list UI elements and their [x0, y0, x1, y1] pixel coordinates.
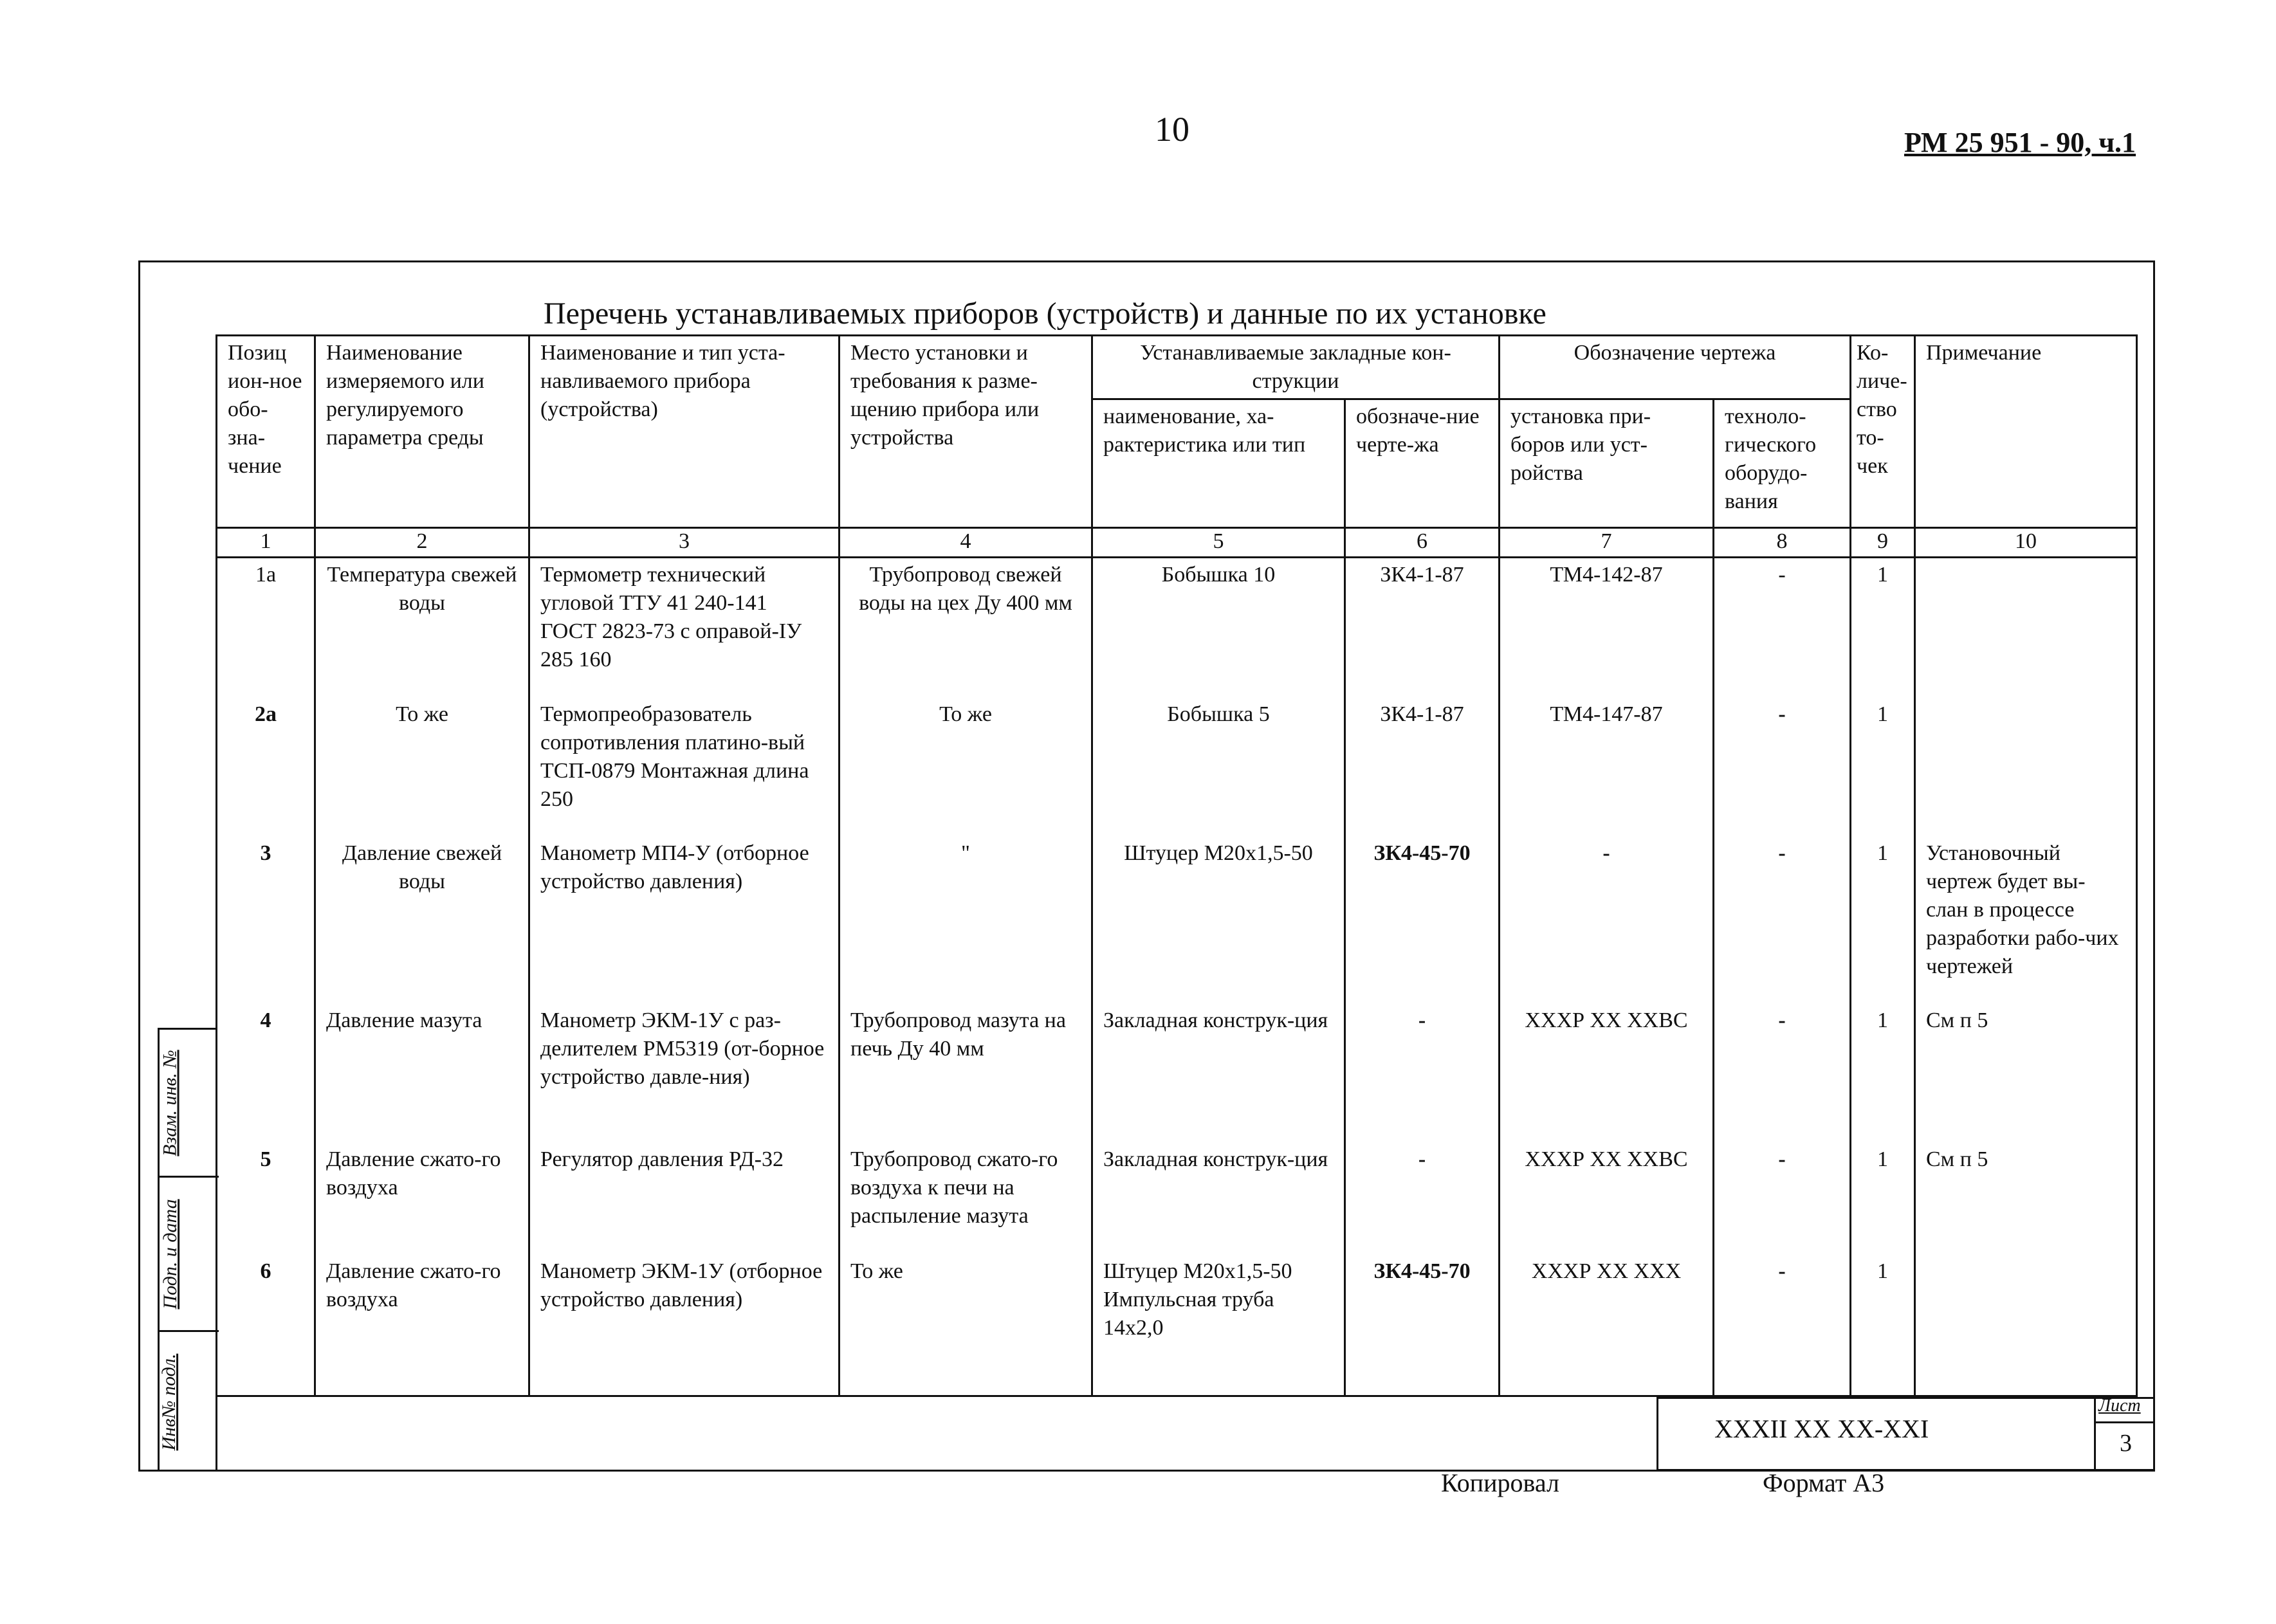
header-tech-drawing: техноло-гического оборудо-вания: [1714, 399, 1851, 528]
table-row: [217, 558, 2137, 698]
cell-embed-drawing: ЗК4-1-87: [1345, 558, 1500, 698]
cell-quantity: 1: [1851, 1255, 1915, 1396]
table-row: [217, 698, 2137, 837]
cell-device: Термометр технический угловой ТТУ 41 240-141 ГОСТ 2823-73 с оправой-ІУ 285 160: [529, 558, 840, 698]
side-label-replacement: Взам. инв. №: [159, 1049, 181, 1156]
cell-embed-drawing: ЗК4-45-70: [1345, 837, 1500, 1004]
instruments-table: [216, 334, 2138, 1397]
cell-device: Термопреобразователь сопротивления платино-вый ТСП-0879 Монтажная длина 250: [529, 698, 840, 837]
cell-parameter: Давление мазута: [315, 1004, 529, 1143]
col-number: 1: [217, 528, 315, 558]
cell-install-drawing: ХХХР ХХ ХХВС: [1500, 1143, 1714, 1255]
cell-quantity: 1: [1851, 698, 1915, 837]
table-title: Перечень устанавливаемых приборов (устройств) и данные по их установке: [544, 297, 1546, 331]
cell-tech-drawing: -: [1714, 1143, 1851, 1255]
table-row: [217, 1255, 2137, 1396]
side-strip-separator: [216, 1028, 217, 1472]
cell-install-drawing: -: [1500, 837, 1714, 1004]
cell-quantity: 1: [1851, 837, 1915, 1004]
document-code: РМ 25 951 - 90, ч.1: [1904, 127, 2136, 158]
header-device: Наименование и тип уста-навливаемого прибора (устройства): [529, 336, 840, 528]
col-number: 6: [1345, 528, 1500, 558]
col-number: 10: [1915, 528, 2137, 558]
cell-place: ": [840, 837, 1092, 1004]
cell-position: 4: [217, 1004, 315, 1143]
cell-quantity: 1: [1851, 1004, 1915, 1143]
cell-parameter: Давление свежей воды: [315, 837, 529, 1004]
header-quantity: Ко-личе-ство то-чек: [1851, 336, 1915, 528]
cell-install-drawing: ТМ4-147-87: [1500, 698, 1714, 837]
header-install-drawing: установка при-боров или уст-ройства: [1500, 399, 1714, 528]
sheet-number: 3: [2120, 1430, 2132, 1457]
side-label-signature: Подп. и дата: [160, 1198, 181, 1309]
footer-format: Формат А3: [1763, 1468, 1885, 1497]
side-stamp-strip: [158, 1028, 217, 1472]
cell-device: Манометр ЭКМ-1У (отборное устройство давления): [529, 1255, 840, 1396]
cell-tech-drawing: -: [1714, 1004, 1851, 1143]
cell-tech-drawing: -: [1714, 1255, 1851, 1396]
cell-quantity: 1: [1851, 558, 1915, 698]
cell-place: То же: [840, 1255, 1092, 1396]
header-place: Место установки и требования к разме-щению прибора или устройства: [840, 336, 1092, 528]
cell-tech-drawing: -: [1714, 837, 1851, 1004]
cell-tech-drawing: -: [1714, 698, 1851, 837]
side-cell-inventory: [160, 1332, 219, 1472]
cell-embed: Бобышка 10: [1092, 558, 1345, 698]
cell-place: То же: [840, 698, 1092, 837]
col-number: 7: [1500, 528, 1714, 558]
cell-embed-drawing: -: [1345, 1004, 1500, 1143]
sheet-label: Лист: [2098, 1396, 2141, 1416]
cell-install-drawing: ХХХР ХХ ХХХ: [1500, 1255, 1714, 1396]
cell-position: 3: [217, 837, 315, 1004]
header-embed-drawing: обозначе-ние черте-жа: [1345, 399, 1500, 528]
cell-embed: Штуцер М20х1,5-50 Импульсная труба 14х2,0: [1092, 1255, 1345, 1396]
cell-parameter: Давление сжато-го воздуха: [315, 1143, 529, 1255]
cell-note: [1915, 558, 2137, 698]
cell-note: См п 5: [1915, 1143, 2137, 1255]
col-number: 4: [840, 528, 1092, 558]
cell-place: Трубопровод мазута на печь Ду 40 мм: [840, 1004, 1092, 1143]
cell-note: [1915, 698, 2137, 837]
cell-position: 6: [217, 1255, 315, 1396]
side-cell-replacement: [160, 1030, 219, 1178]
cell-tech-drawing: -: [1714, 558, 1851, 698]
col-number: 5: [1092, 528, 1345, 558]
cell-note: [1915, 1255, 2137, 1396]
header-embed-name: наименование, ха-рактеристика или тип: [1092, 399, 1345, 528]
cell-place: Трубопровод сжато-го воздуха к печи на распыление мазута: [840, 1143, 1092, 1255]
cell-position: 2а: [217, 698, 315, 837]
cell-note: Установочный чертеж будет вы-слан в процессе разработки рабо-чих чертежей: [1915, 837, 2137, 1004]
header-note: Примечание: [1915, 336, 2137, 528]
title-block-code: ХХХII ХХ ХХ-ХХI: [1714, 1414, 1929, 1443]
col-number: 3: [529, 528, 840, 558]
cell-install-drawing: ХХХР ХХ ХХВС: [1500, 1004, 1714, 1143]
col-number: 9: [1851, 528, 1915, 558]
cell-embed-drawing: ЗК4-45-70: [1345, 1255, 1500, 1396]
cell-embed: Штуцер М20х1,5-50: [1092, 837, 1345, 1004]
cell-position: 5: [217, 1143, 315, 1255]
header-drawing-designation: Обозначение чертежа: [1500, 336, 1851, 399]
table-row: [217, 837, 2137, 1004]
cell-install-drawing: ТМ4-142-87: [1500, 558, 1714, 698]
footer-copied: Копировал: [1441, 1468, 1559, 1497]
cell-position: 1а: [217, 558, 315, 698]
cell-embed-drawing: ЗК4-1-87: [1345, 698, 1500, 837]
page-number: 10: [1155, 110, 1189, 149]
cell-device: Манометр МП4-У (отборное устройство давления): [529, 837, 840, 1004]
cell-embed: Закладная конструк-ция: [1092, 1143, 1345, 1255]
side-label-inventory: Инв№ подл.: [158, 1353, 180, 1450]
cell-place: Трубопровод свежей воды на цех Ду 400 мм: [840, 558, 1092, 698]
cell-parameter: То же: [315, 698, 529, 837]
table-row: [217, 1143, 2137, 1255]
col-number: 2: [315, 528, 529, 558]
side-cell-signature: [160, 1178, 219, 1332]
table-row: [217, 1004, 2137, 1143]
cell-embed: Закладная конструк-ция: [1092, 1004, 1345, 1143]
cell-note: См п 5: [1915, 1004, 2137, 1143]
header-position: Позиц ион-ное обо-зна-чение: [217, 336, 315, 528]
cell-device: Регулятор давления РД-32: [529, 1143, 840, 1255]
cell-device: Манометр ЭКМ-1У с раз-делителем РМ5319 (от-борное устройство давле-ния): [529, 1004, 840, 1143]
cell-embed: Бобышка 5: [1092, 698, 1345, 837]
col-number: 8: [1714, 528, 1851, 558]
cell-quantity: 1: [1851, 1143, 1915, 1255]
header-parameter: Наименование измеряемого или регулируемого параметра среды: [315, 336, 529, 528]
cell-parameter: Температура свежей воды: [315, 558, 529, 698]
sheet-divider: [2094, 1421, 2155, 1423]
cell-embed-drawing: -: [1345, 1143, 1500, 1255]
header-embedded-structures: Устанавливаемые закладные кон-струкции: [1092, 336, 1500, 399]
cell-parameter: Давление сжато-го воздуха: [315, 1255, 529, 1396]
